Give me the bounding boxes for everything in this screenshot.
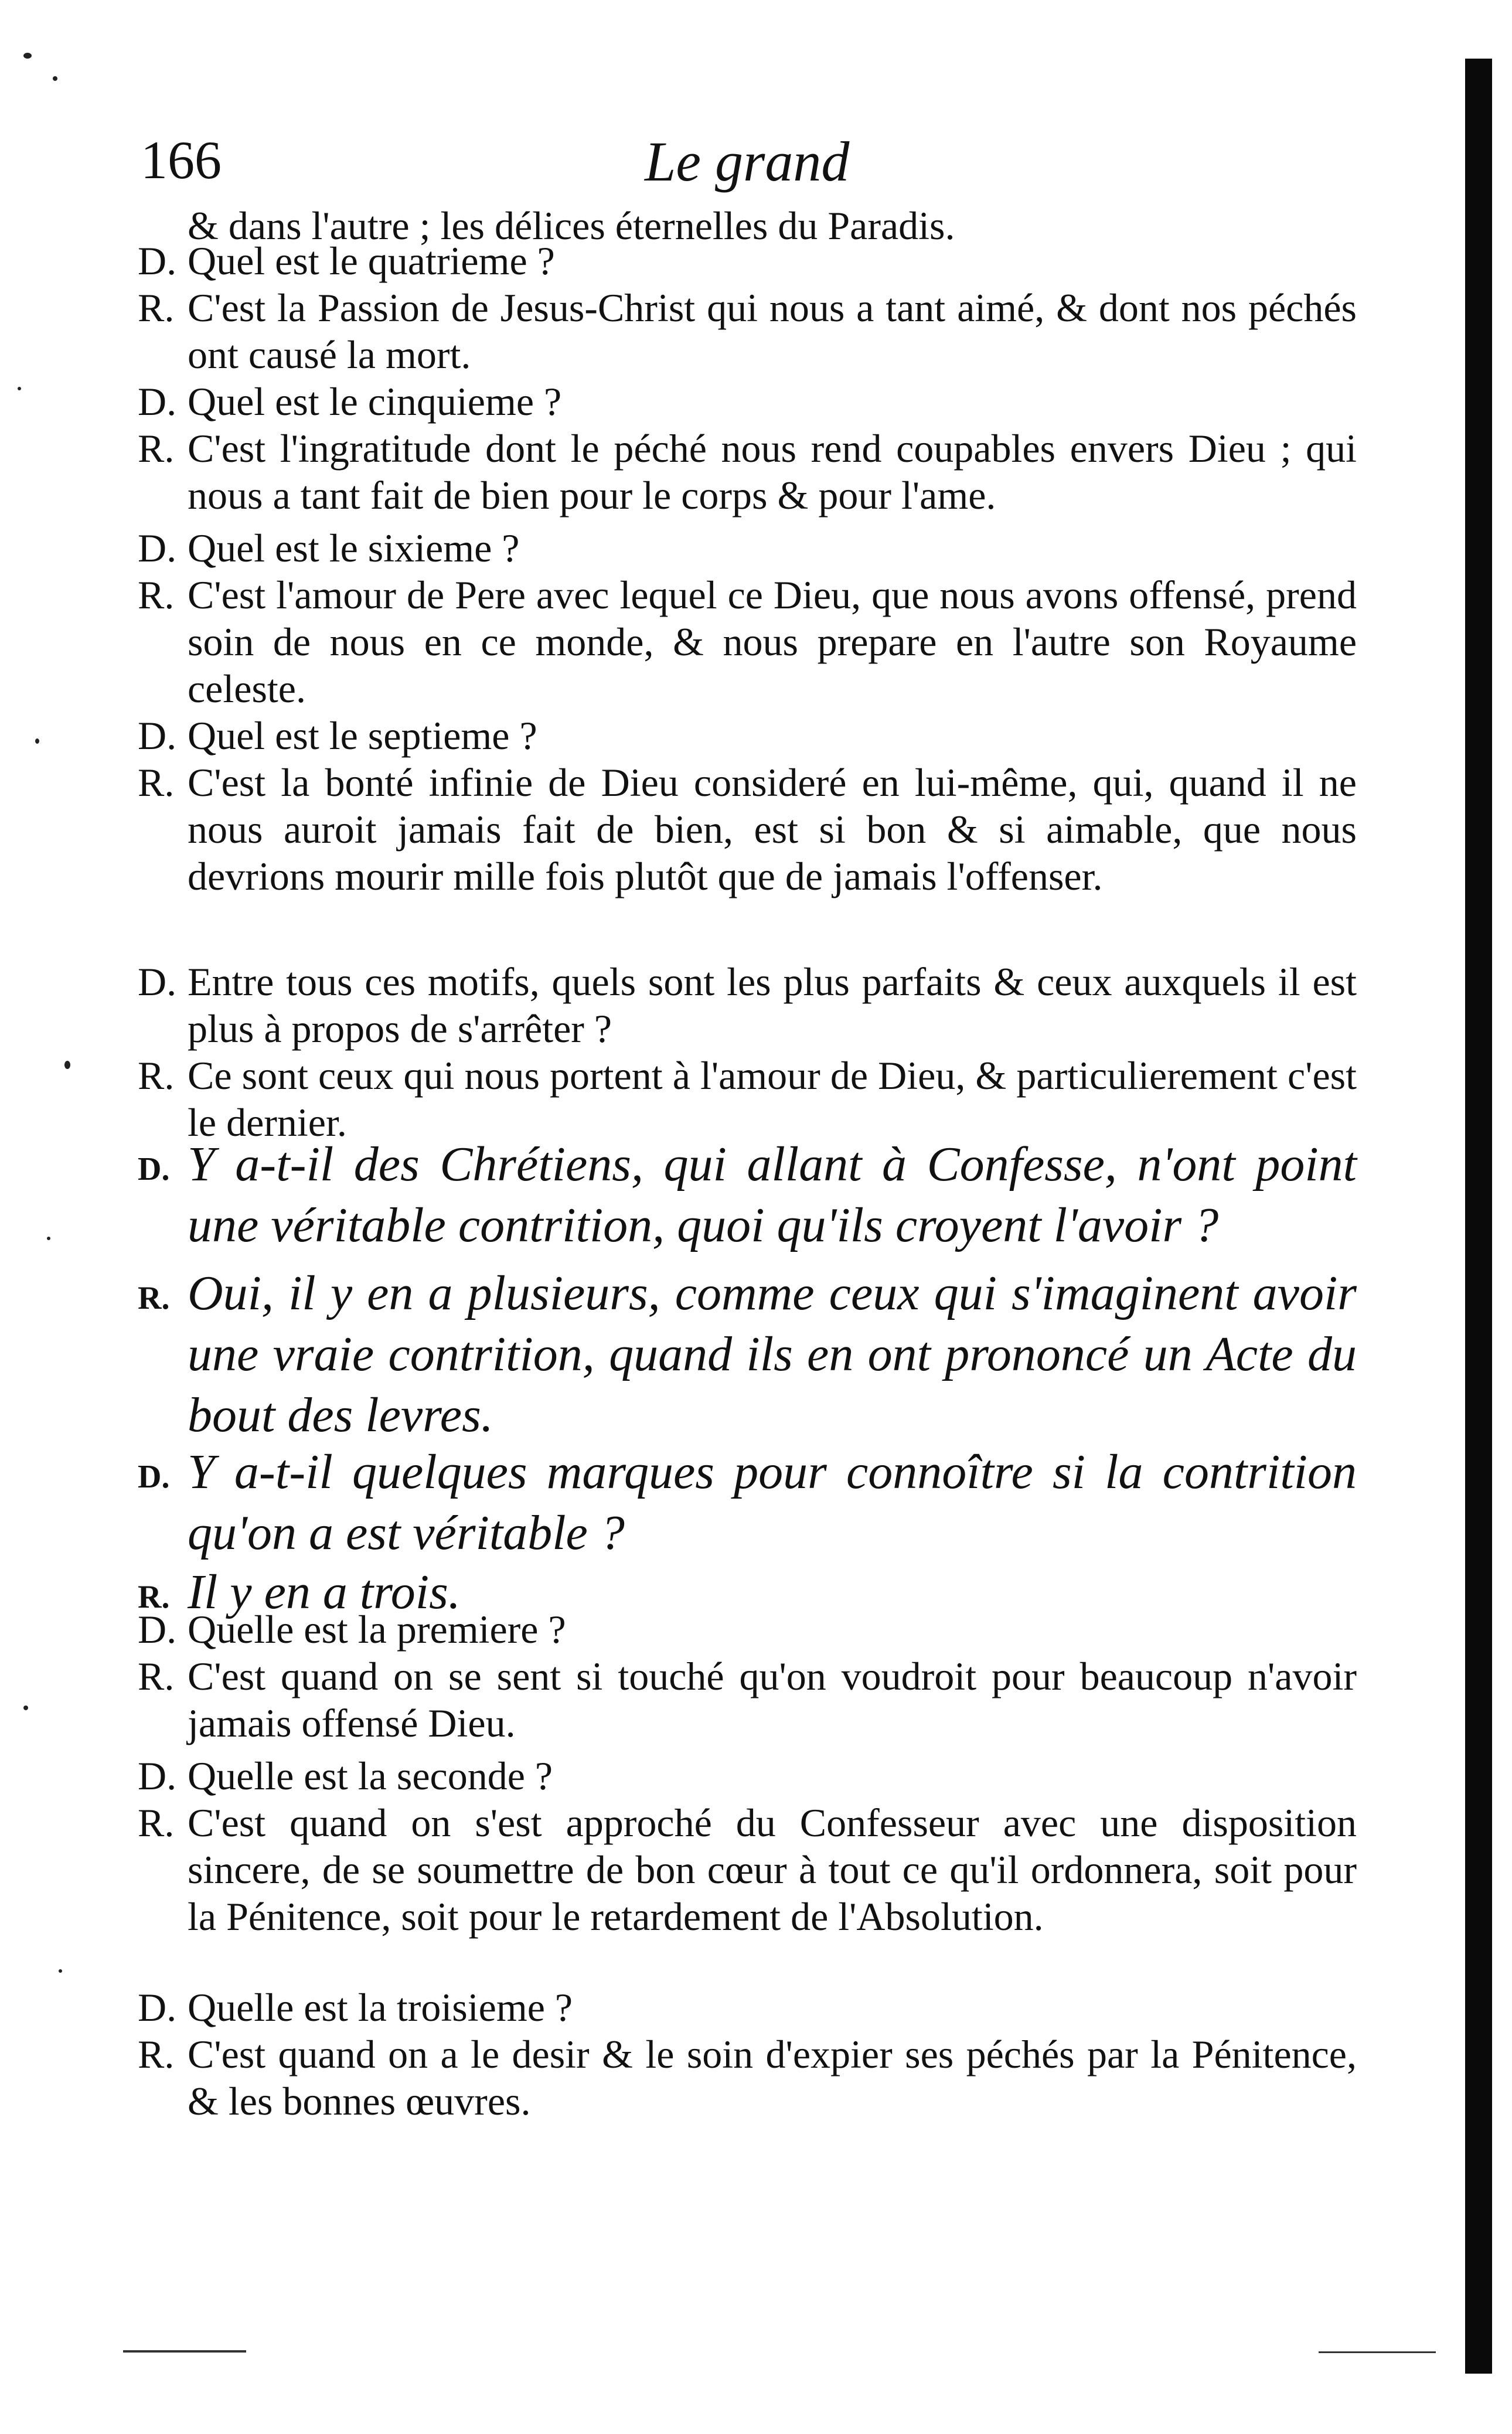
page-left-edge-marks [0,35,94,2409]
answer-line [138,1052,1357,1146]
question-marker: D. [138,959,177,1004]
answer-marker: R. [138,1053,175,1098]
line-text: Quelle est la troisieme ? [188,1985,573,2030]
answer-marker: R. [138,285,175,330]
line-text: Quel est le quatrieme ? [188,239,555,283]
page-number: 166 [141,130,222,190]
question-line [138,1984,1357,2031]
answer-line [138,1799,1357,1940]
footer-rule-right [1319,2351,1436,2353]
line-text: Il y en a trois. [188,1565,461,1619]
line-text: Quel est le cinquieme ? [188,379,562,424]
question-line [138,712,1357,759]
line-text: C'est quand on se sent si touché qu'on voudroit pour beaucoup n'avoir jamais offensé Dieu. [188,1654,1357,1745]
line-text: C'est la Passion de Jesus-Christ qui nous a tant aimé, & dont nos péchés ont causé la mort. [188,285,1357,377]
question-marker: D. [138,1151,170,1187]
line-text: Quelle est la seconde ? [188,1754,553,1798]
answer-line [138,284,1357,378]
line-text: Oui, il y en a plusieurs, comme ceux qui s'imaginent avoir une vraie contrition, quand ils en ont prononcé un Acte du bout des levres. [188,1266,1357,1442]
answer-marker: R. [138,1654,175,1698]
line-text: Quelle est la premiere ? [188,1607,566,1652]
question-marker: D. [138,526,177,570]
question-marker: D. [138,1985,177,2030]
answer-line [138,425,1357,519]
answer-marker: R. [138,2032,175,2076]
answer-line [138,759,1357,900]
answer-marker: R. [138,1579,170,1615]
answer-line [138,1263,1357,1446]
question-line [138,237,1357,284]
question-line [138,525,1357,571]
line-text: Y a-t-il des Chrétiens, qui allant à Confesse, n'ont point une véritable contrition, quoi qu'ils croyent l'avoir ? [188,1137,1357,1252]
question-line [138,1134,1357,1256]
question-line [138,958,1357,1052]
question-marker: D. [138,1607,177,1652]
line-text: Quel est le septieme ? [188,713,537,758]
question-line [138,1442,1357,1564]
answer-marker: R. [138,1280,170,1316]
line-text: Entre tous ces motifs, quels sont les plus parfaits & ceux auxquels il est plus à propos de s'arrêter ? [188,959,1357,1051]
line-text: Quel est le sixieme ? [188,526,520,570]
running-head: Le grand [645,130,850,193]
question-marker: D. [138,1754,177,1798]
question-line [138,1752,1357,1799]
footer-rule-left [123,2350,246,2353]
question-line [138,1606,1357,1653]
question-marker: D. [138,1459,170,1495]
line-text: C'est l'amour de Pere avec lequel ce Dieu, que nous avons offensé, prend soin de nous en ce monde, & nous prepare en l'autre son Royaume celeste. [188,573,1357,711]
answer-marker: R. [138,573,175,617]
line-text: Ce sont ceux qui nous portent à l'amour de Dieu, & particulierement c'est le dernier. [188,1053,1357,1145]
answer-line [138,571,1357,712]
answer-line [138,2031,1357,2125]
answer-marker: R. [138,1800,175,1845]
page-spine-shadow [1465,59,1492,2374]
line-text: C'est quand on s'est approché du Confesseur avec une disposition sincere, de se soumettre de bon cœur à tout ce qu'il ordonnera, soit pour la Pénitence, soit pour le retardement de l'Absolution. [188,1800,1357,1939]
answer-marker: R. [138,760,175,805]
question-line [138,378,1357,425]
line-text: C'est l'ingratitude dont le péché nous rend coupables envers Dieu ; qui nous a tant fait de bien pour le corps & pour l'ame. [188,426,1357,518]
line-text: Y a-t-il quelques marques pour connoître si la contrition qu'on a est véritable ? [188,1445,1357,1560]
question-marker: D. [138,713,177,758]
question-marker: D. [138,239,177,283]
line-text: & dans l'autre ; les délices éternelles du Paradis. [188,203,955,248]
answer-line [138,1653,1357,1747]
line-text: C'est quand on a le desir & le soin d'expier ses péchés par la Pénitence, & les bonnes œuvres. [188,2032,1357,2123]
line-text: C'est la bonté infinie de Dieu consideré en lui-même, qui, quand il ne nous auroit jamais fait de bien, est si bon & si aimable, que nous devrions mourir mille fois plutôt que de jamais l'offenser. [188,760,1357,898]
page-header [141,129,1383,199]
question-marker: D. [138,379,177,424]
answer-marker: R. [138,426,175,471]
